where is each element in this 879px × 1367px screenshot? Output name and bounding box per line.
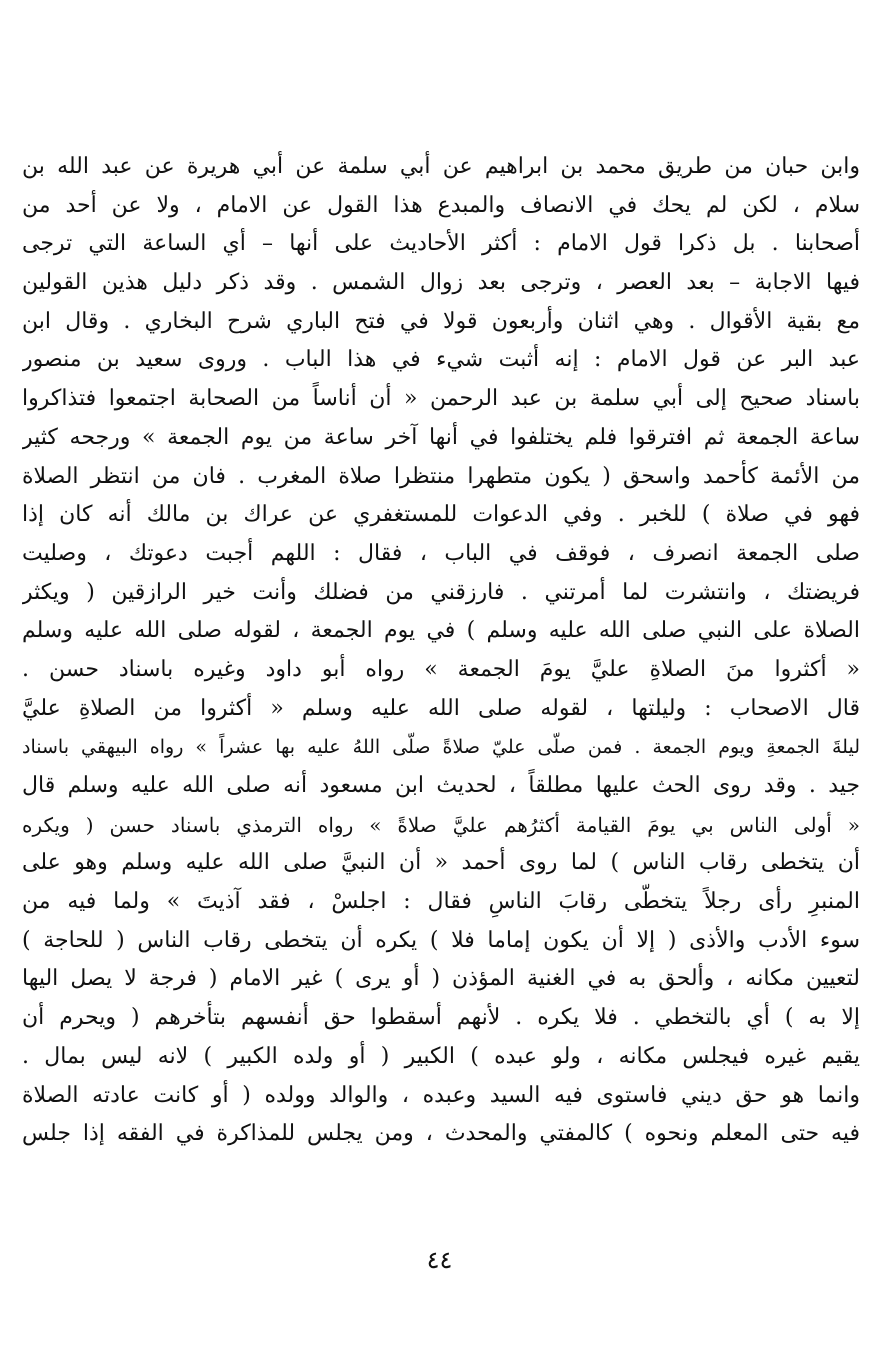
text-line: ساعة الجمعة ثم افترقوا فلم يختلفوا في أنها آخر ساعة من يوم الجمعة » ورجحه كثير bbox=[22, 424, 860, 450]
body-text bbox=[22, 148, 860, 1154]
text-line: وابن حبان من طريق محمد بن ابراهيم عن أبي سلمة عن أبي هريرة عن عبد الله بن bbox=[22, 154, 860, 179]
text-line: الصلاة على النبي صلى الله عليه وسلم ) في يوم الجمعة ، لقوله صلى الله عليه وسلم bbox=[22, 618, 860, 644]
text-line: ليلةَ الجمعةِ ويوم الجمعة . فمن صلّى عليّ صلاةً صلّى اللهُ عليه بها عشراً » رواه البيهقي باسناد bbox=[22, 736, 860, 759]
text-line: « أولى الناس بي يومَ القيامة أكثرُهم عليَّ صلاةً » رواه الترمذي باسناد حسن ( ويكره bbox=[22, 812, 860, 837]
text-line: قال الاصحاب : وليلتها ، لقوله صلى الله عليه وسلم « أكثروا من الصلاةِ عليَّ bbox=[22, 695, 860, 721]
text-line: عبد البر عن قول الامام : إنه أثبت شيء في هذا الباب . وروى سعيد بن منصور bbox=[22, 347, 860, 373]
text-line: سوء الأدب والأذى ( إلا أن يكون إماما فلا ) يكره أن يتخطى رقاب الناس ( للحاجة ) bbox=[22, 927, 860, 953]
text-line: « أكثروا منَ الصلاةِ عليَّ يومَ الجمعة » رواه أبو داود وغيره باسناد حسن . bbox=[22, 656, 860, 682]
text-line: مع بقية الأقوال . وهي اثنان وأربعون قولا في فتح الباري شرح البخاري . وقال ابن bbox=[22, 308, 860, 334]
text-line: فريضتك ، وانتشرت لما أمرتني . فارزقني من فضلك وأنت خير الرازقين ( ويكثر bbox=[22, 579, 860, 605]
text-line: صلى الجمعة انصرف ، فوقف في الباب ، فقال : اللهم أجبت دعوتك ، وصليت bbox=[22, 540, 860, 566]
text-line: سلام ، لكن لم يحك في الانصاف والمبدع هذا القول عن الامام ، ولا عن أحد من bbox=[22, 192, 860, 218]
text-line: فيها الاجابة – بعد العصر ، وترجى بعد زوال الشمس . وقد ذكر دليل هذين القولين bbox=[22, 270, 860, 296]
text-line: فيه حتى المعلم ونحوه ) كالمفتي والمحدث ، ومن يجلس للمذاكرة في الفقه إذا جلس bbox=[22, 1121, 860, 1147]
page-number: ٤٤ bbox=[426, 1246, 453, 1274]
text-line: من الأئمة كأحمد واسحق ( يكون متطهرا منتظرا صلاة المغرب . فان من انتظر الصلاة bbox=[22, 463, 860, 489]
text-line: باسناد صحيح إلى أبي سلمة بن عبد الرحمن « أن أناساً من الصحابة اجتمعوا فتذاكروا bbox=[22, 386, 860, 412]
text-line: وانما هو حق ديني فاستوى فيه السيد وعبده ، والوالد وولده ( أو كانت عادته الصلاة bbox=[22, 1082, 860, 1108]
text-line: يقيم غيره فيجلس مكانه ، ولو عبده ) الكبير ( أو ولده الكبير ) لانه ليس بمال . bbox=[22, 1043, 860, 1069]
text-line: لتعيين مكانه ، وألحق به في الغنية المؤذن ( أو يرى ) غير الامام ( فرجة لا يصل اليها bbox=[22, 966, 860, 992]
text-line: المنبرِ رأى رجلاً يتخطّى رقابَ الناسِ فقال : اجلسْ ، فقد آذيتَ » ولما فيه من bbox=[22, 889, 860, 915]
text-line: فهو في صلاة ) للخبر . وفي الدعوات للمستغفري عن عراك بن مالك أنه كان إذا bbox=[22, 502, 860, 528]
text-line: أصحابنا . بل ذكرا قول الامام : أكثر الأحاديث على أنها – أي الساعة التي ترجى bbox=[22, 231, 860, 257]
text-line: إلا به ) أي بالتخطي . فلا يكره . لأنهم أسقطوا حق أنفسهم بتأخرهم ( ويحرم أن bbox=[22, 1005, 860, 1031]
text-line: جيد . وقد روى الحث عليها مطلقاً ، لحديث ابن مسعود أنه صلى الله عليه وسلم قال bbox=[22, 773, 860, 798]
text-line: أن يتخطى رقاب الناس ) لما روى أحمد « أن النبيَّ صلى الله عليه وسلم وهو على bbox=[22, 850, 860, 876]
